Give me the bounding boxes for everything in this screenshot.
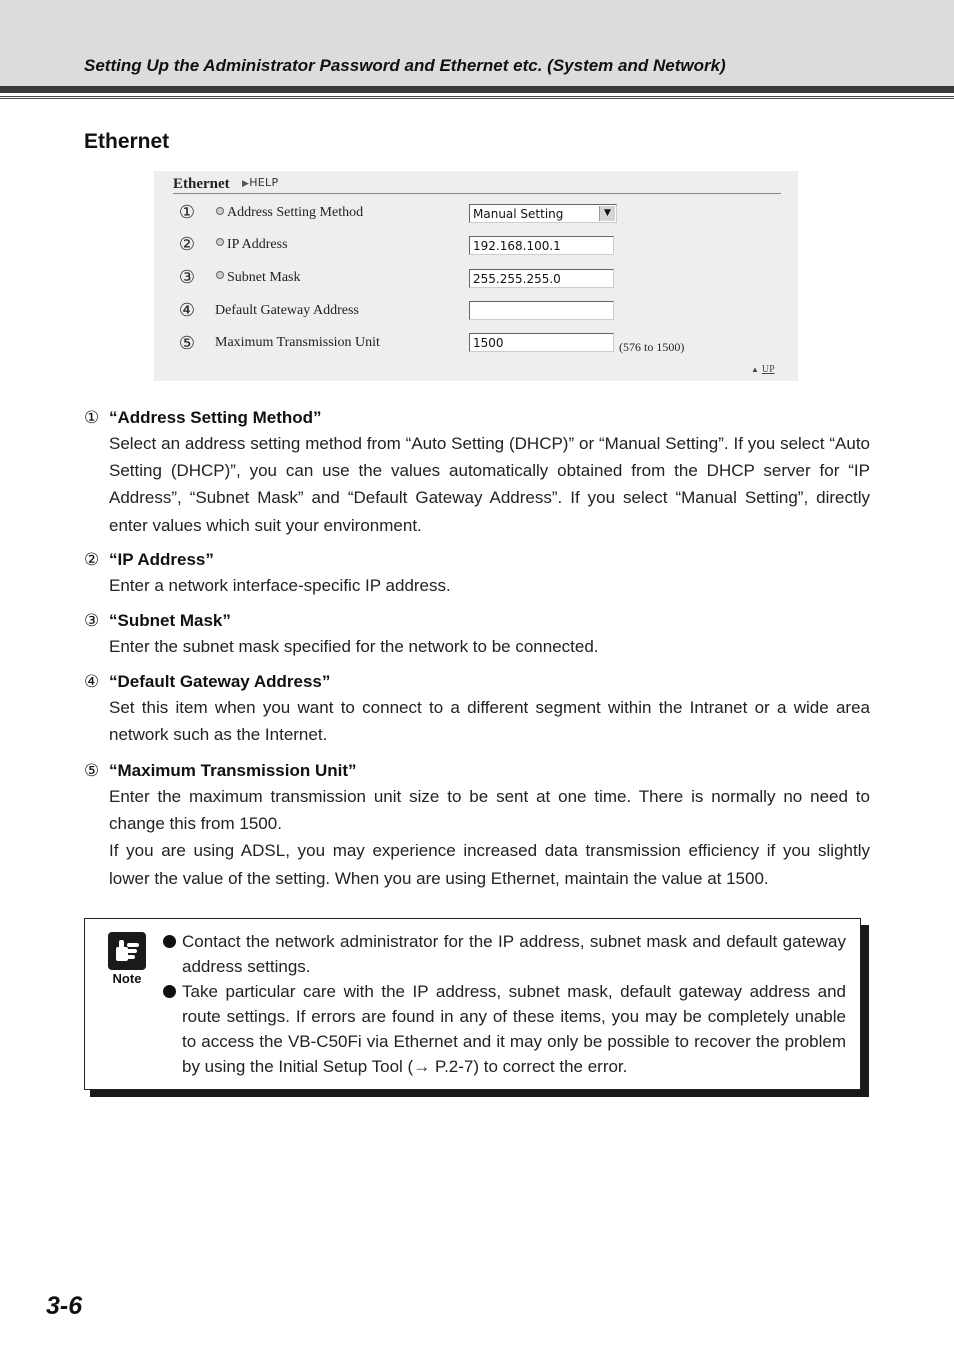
radio-dot-icon	[216, 207, 224, 215]
row-number: ②	[178, 234, 196, 255]
mtu-range-hint: (576 to 1500)	[619, 340, 685, 354]
mtu-input[interactable]: 1500	[469, 333, 614, 352]
description-item	[84, 759, 870, 892]
note-list	[163, 929, 846, 1079]
note-text: Contact the network administrator for the IP address, subnet mask and default gateway address settings.	[182, 932, 846, 976]
panel-divider	[173, 193, 781, 194]
bullet-icon	[163, 935, 176, 948]
note-label: Note	[112, 971, 142, 986]
note-item	[163, 979, 846, 1079]
bullet-icon	[163, 985, 176, 998]
item-title: “Address Setting Method”	[109, 408, 322, 427]
header-title: Setting Up the Administrator Password and Ethernet etc. (System and Network)	[84, 56, 726, 75]
item-title: “Default Gateway Address”	[109, 672, 331, 691]
note-hand-icon	[108, 932, 146, 970]
note-text: Take particular care with the IP address, subnet mask, default gateway address and route settings. If errors are found in any of these items, you may be completely unable to access the VB-C50Fi via Ethernet and it may only be possible to recover the problem by using the Initial Setup Tool (→ P.2-7) to correct the error.	[182, 982, 846, 1076]
ip-address-input[interactable]: 192.168.100.1	[469, 236, 614, 255]
row-number: ⑤	[178, 333, 196, 354]
description-item	[84, 406, 870, 539]
default-gateway-input[interactable]	[469, 301, 614, 320]
subnet-mask-label: Subnet Mask	[227, 270, 301, 285]
default-gateway-label: Default Gateway Address	[215, 303, 359, 318]
row-number: ④	[178, 300, 196, 321]
item-title: “Maximum Transmission Unit”	[109, 761, 357, 780]
row-number: ①	[178, 202, 196, 223]
section-heading: Ethernet	[84, 130, 170, 153]
item-body: Enter the subnet mask specified for the network to be connected.	[109, 637, 599, 656]
help-label: HELP	[249, 176, 279, 189]
description-item	[84, 670, 870, 748]
triangle-up-icon: ▲	[751, 365, 759, 374]
ip-address-label: IP Address	[227, 237, 288, 252]
description-item	[84, 609, 870, 660]
page-number: 3-6	[46, 1292, 83, 1320]
description-item	[84, 548, 870, 599]
item-number: ④	[84, 672, 100, 692]
mtu-label: Maximum Transmission Unit	[215, 335, 380, 350]
address-setting-method-label: Address Setting Method	[227, 205, 364, 220]
header-rule	[0, 86, 954, 93]
subnet-mask-input[interactable]: 255.255.255.0	[469, 269, 614, 288]
note-item	[163, 929, 846, 979]
item-title: “IP Address”	[109, 550, 214, 569]
item-number: ③	[84, 611, 100, 631]
chevron-down-icon[interactable]: ▼	[599, 206, 615, 221]
up-label: UP	[761, 364, 775, 375]
row-number: ③	[178, 267, 196, 288]
item-title: “Subnet Mask”	[109, 611, 231, 630]
triangle-right-icon: ▶	[242, 179, 250, 189]
item-body-continued: If you are using ADSL, you may experience increased data transmission efficiency if you slightly lower the value of the setting. When you are using Ethernet, maintain the value at 1500.	[109, 841, 870, 888]
item-body: Select an address setting method from “Auto Setting (DHCP)” or “Manual Setting”. If you select “Auto Setting (DHCP)”, you can use the values automatically obtained from the DHCP server for “IP Address”, “Subnet Mask” and “Default Gateway Address”. If you select “Manual Setting”, directly enter values which suit your environment.	[109, 434, 870, 535]
item-body: Enter a network interface-specific IP address.	[109, 576, 451, 595]
item-body: Set this item when you want to connect to a different segment within the Intranet or a wide area network such as the Internet.	[109, 698, 870, 745]
select-value: Manual Setting	[473, 207, 564, 221]
item-body: Enter the maximum transmission unit size to be sent at one time. There is normally no need to change this from 1500.	[109, 787, 870, 834]
item-number: ⑤	[84, 761, 100, 781]
item-number: ①	[84, 408, 100, 428]
header-rule-thin	[0, 98, 954, 99]
radio-dot-icon	[216, 271, 224, 279]
note-box	[84, 918, 861, 1090]
up-link[interactable]	[751, 364, 775, 375]
ethernet-settings-panel	[154, 171, 798, 381]
item-number: ②	[84, 550, 100, 570]
address-setting-method-select[interactable]	[469, 204, 617, 223]
panel-title: Ethernet	[173, 176, 230, 192]
radio-dot-icon	[216, 238, 224, 246]
header-rule-thin	[0, 96, 954, 97]
help-link[interactable]	[242, 176, 278, 189]
